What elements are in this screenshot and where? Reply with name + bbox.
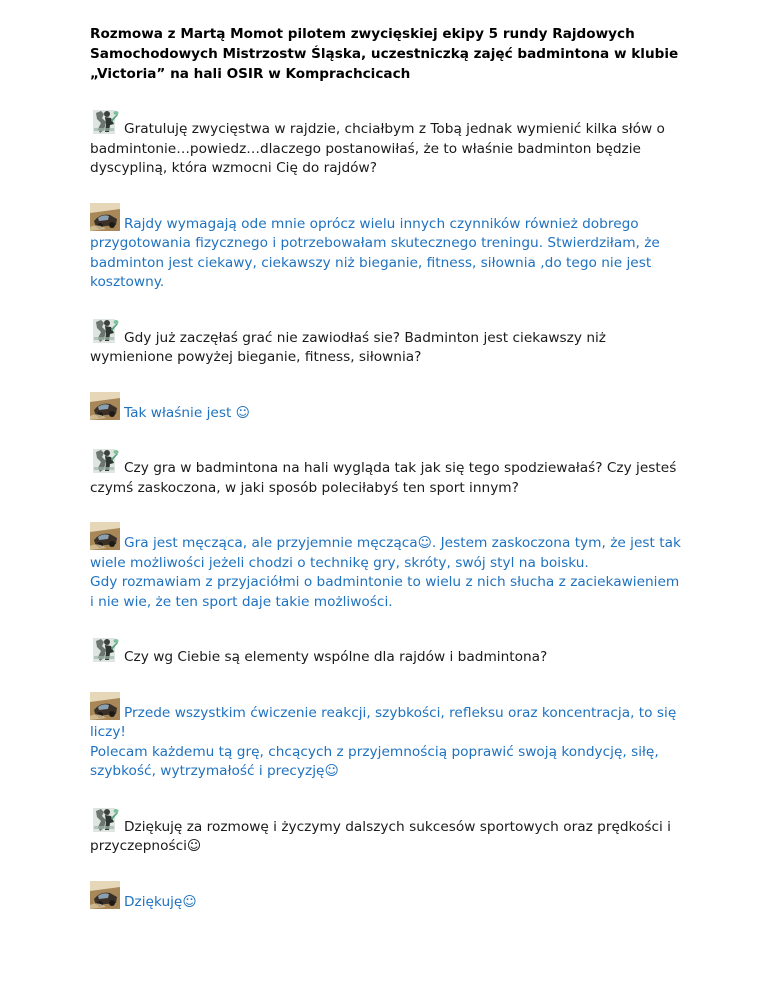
badminton-player-icon (90, 108, 120, 136)
message-line: Gdy już zaczęłaś grać nie zawiodłaś sie? Badminton jest ciekawszy niż (124, 329, 606, 346)
message-line: Dziękuję za rozmowę i życzymy dalszych sukcesów sportowych oraz prędkości i (124, 818, 671, 835)
badminton-player-icon (90, 447, 120, 475)
paragraph-spacer (90, 368, 690, 392)
interviewer-message (90, 108, 690, 179)
paragraph-spacer (90, 423, 690, 447)
message-line: Czy gra w badmintona na hali wygląda tak jak się tego spodziewałaś? Czy jesteś (124, 460, 677, 476)
message-line: Rajdy wymagają ode mnie oprócz wielu innych czynników również dobrego (124, 215, 639, 232)
paragraph-spacer (90, 612, 690, 636)
answer-message (90, 203, 690, 293)
message-line: Gdy rozmawiam z przyjaciółmi o badmintonie to wielu z nich słucha z zaciekawieniem (90, 574, 680, 590)
message-line: przygotowania fizycznego i potrzebowałam skutecznego treningu. Stwierdziłam, że (90, 235, 660, 251)
message-line: i nie wie, że ten sport daje takie możliwości. (90, 593, 393, 610)
message-line: Dziękuję☺ (124, 893, 197, 910)
interviewer-message (90, 636, 690, 668)
paragraph-spacer (90, 857, 690, 881)
interviewer-message (90, 806, 690, 857)
message-line: przyczepności☺ (90, 838, 202, 854)
message-line: kosztowny. (90, 274, 165, 290)
answer-message (90, 881, 690, 913)
message-line: Czy wg Ciebie są elementy wspólne dla rajdów i badmintona? (124, 649, 548, 665)
message-line: Gratuluję zwycięstwa w rajdzie, chciałbym z Tobą jednak wymienić kilka słów o (124, 121, 665, 137)
answer-message (90, 392, 690, 424)
message-line: szybkość, wytrzymałość i precyzję☺ (90, 763, 339, 779)
message-line: badminton jest ciekawy, ciekawszy niż bieganie, fitness, siłownia ,do tego nie jest (90, 254, 652, 271)
message-line: wiele możliwości jeżeli chodzi o technikę gry, skróty, swój styl na boisku. (90, 554, 589, 571)
message-line: czymś zaskoczona, w jaki sposób poleciłabyś ten sport innym? (90, 479, 519, 496)
message-line: badmintonie…powiedz…dlaczego postanowiłaś, że to właśnie badminton będzie (90, 140, 641, 157)
message-line: Przede wszystkim ćwiczenie reakcji, szybkości, refleksu oraz koncentracja, to się (124, 704, 677, 721)
rally-car-photo-icon (90, 881, 120, 909)
paragraph-spacer (90, 782, 690, 806)
message-line: liczy! (90, 724, 126, 740)
rally-car-photo-icon (90, 522, 120, 550)
paragraph-spacer (90, 668, 690, 692)
badminton-player-icon (90, 806, 120, 834)
rally-car-photo-icon (90, 692, 120, 720)
interviewer-message (90, 447, 690, 498)
interviewer-message (90, 317, 690, 368)
message-line: Polecam każdemu tą grę, chcących z przyjemnością poprawić swoją kondycję, siłę, (90, 743, 659, 760)
badminton-player-icon (90, 317, 120, 345)
message-line: dyscypliną, która wzmocni Cię do rajdów? (90, 160, 377, 176)
rally-car-photo-icon (90, 392, 120, 420)
rally-car-photo-icon (90, 203, 120, 231)
answer-message (90, 522, 690, 612)
document-title: Rozmowa z Martą Momot pilotem zwycięskiej ekipy 5 rundy Rajdowych Samochodowych Mistrzostw Śląska, uczestniczką zajęć badmintona w klubie „Victoria” na hali OSIR w Komprachcicach (90, 26, 679, 82)
message-line: Gra jest męcząca, ale przyjemnie męcząca☺. Jestem zaskoczona tym, że jest tak (124, 535, 681, 551)
document-page (90, 24, 690, 912)
paragraph-spacer (90, 293, 690, 317)
message-line: wymienione powyżej bieganie, fitness, siłownia? (90, 349, 422, 365)
message-line: Tak właśnie jest ☺ (124, 404, 250, 421)
paragraph-spacer (90, 498, 690, 522)
badminton-player-icon (90, 636, 120, 664)
paragraph-spacer (90, 179, 690, 203)
answer-message (90, 692, 690, 782)
interview-messages (90, 108, 690, 912)
